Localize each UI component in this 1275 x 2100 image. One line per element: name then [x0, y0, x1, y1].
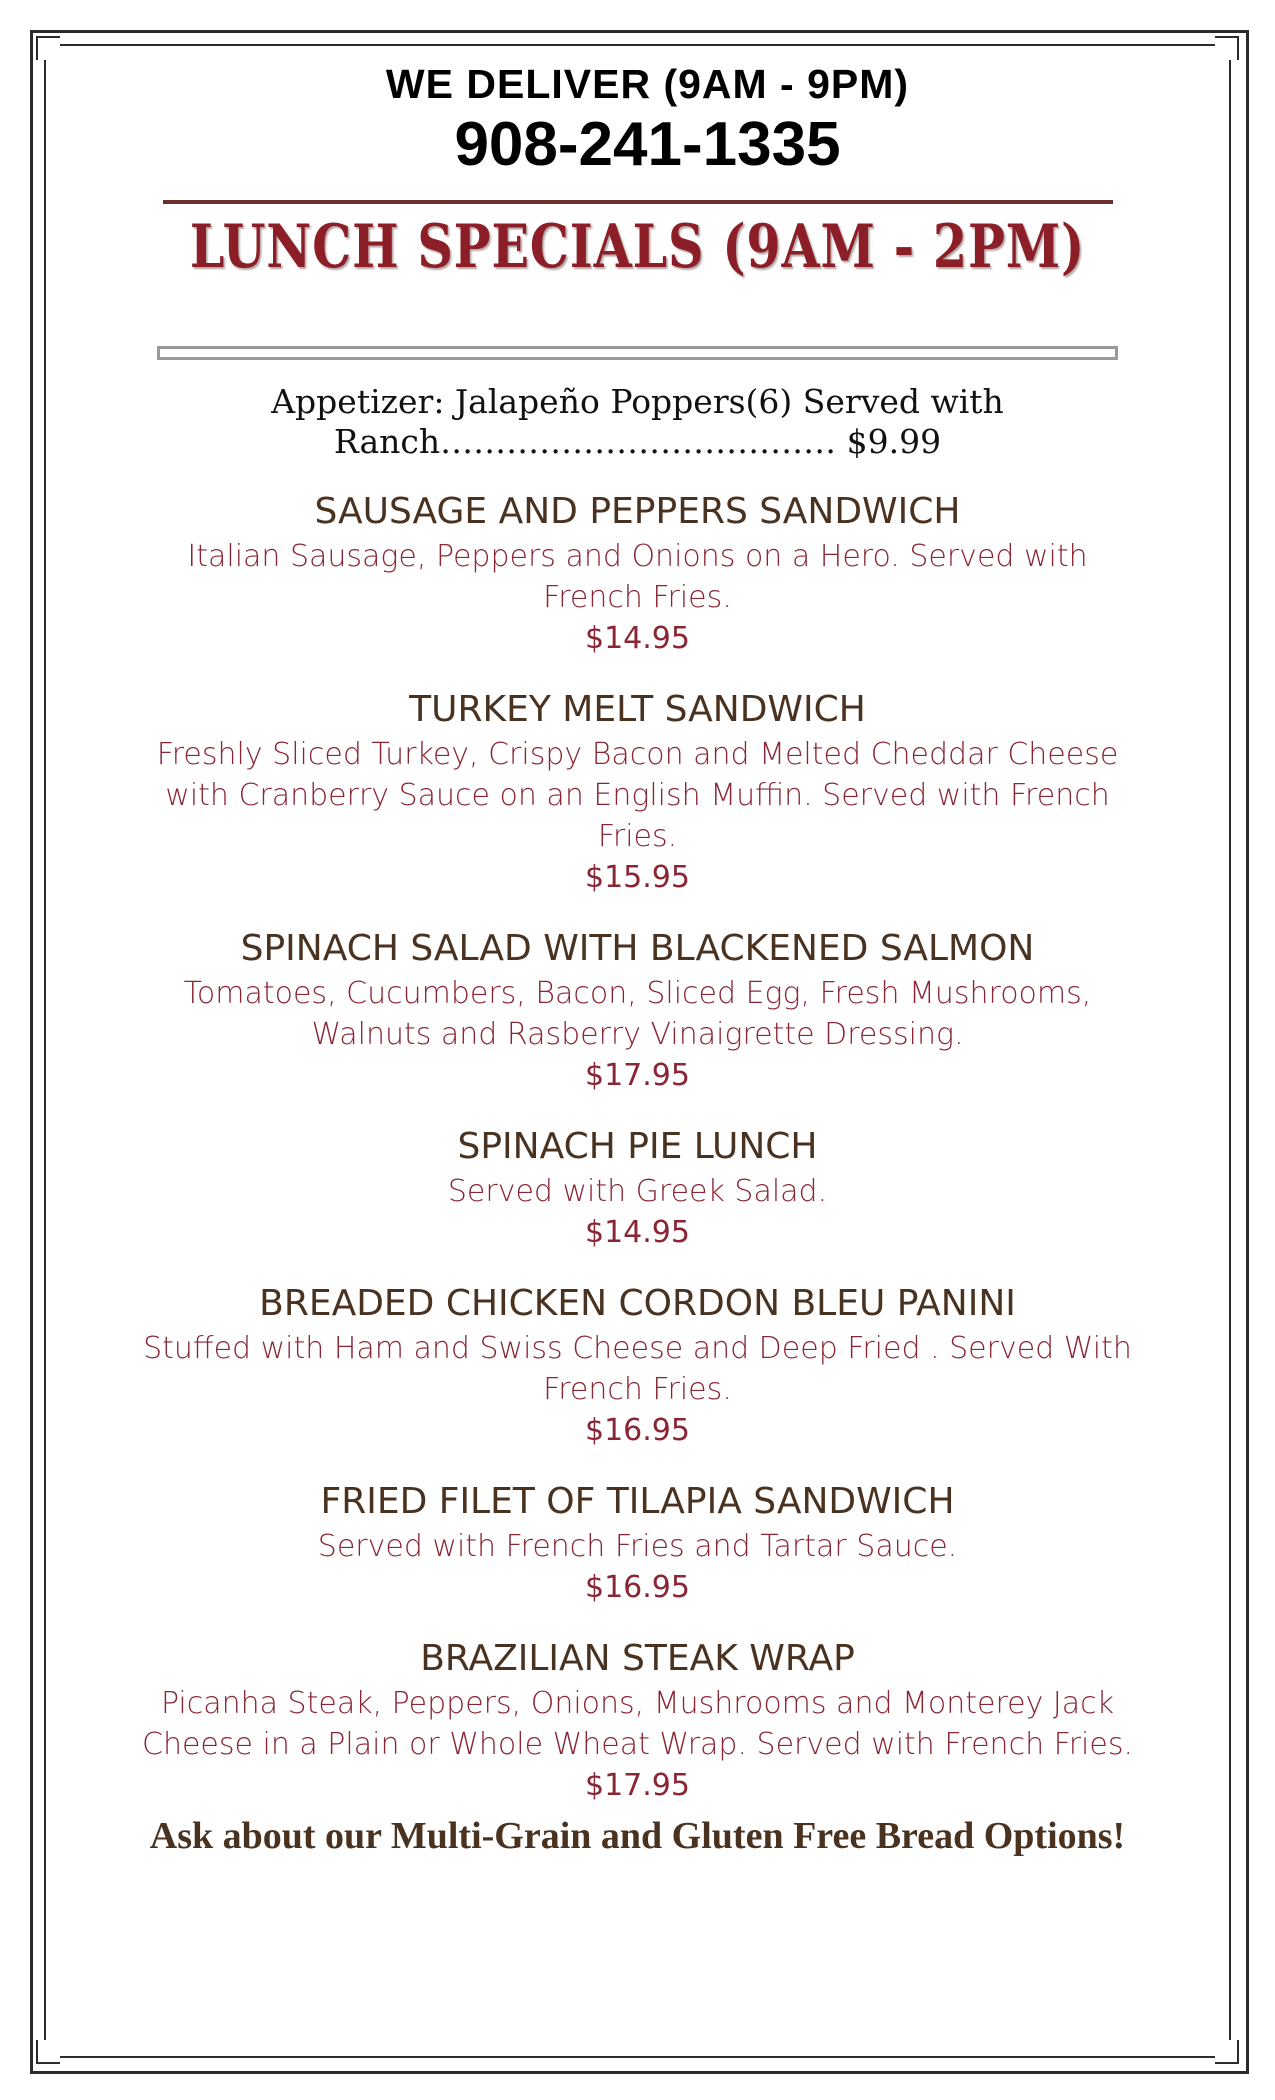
- menu-content: [60, 60, 1215, 1859]
- item-price: $17.95: [585, 1768, 690, 1803]
- item-price: $16.95: [585, 1570, 690, 1605]
- menu-item: [60, 925, 1215, 1097]
- item-price: $14.95: [585, 621, 690, 656]
- corner-ornament-bottom-left: [36, 2040, 60, 2064]
- bread-options-note: Ask about our Multi-Grain and Gluten Free Bread Options!: [149, 1815, 1126, 1857]
- double-divider: [157, 346, 1118, 360]
- menu-item: [60, 1280, 1215, 1452]
- item-description: Served with French Fries and Tartar Sauce.: [317, 1529, 958, 1564]
- item-description: Freshly Sliced Turkey, Crispy Bacon and Melted Cheddar Cheese with Cranberry Sauce on an English Muffin. Served with French Fries.: [156, 737, 1119, 854]
- corner-ornament-bottom-right: [1215, 2040, 1239, 2064]
- appetizer-line-1: Appetizer: Jalapeño Poppers(6) Served with: [271, 382, 1004, 421]
- item-description: Stuffed with Ham and Swiss Cheese and Deep Fried . Served With French Fries.: [143, 1331, 1132, 1407]
- menu-item: [60, 1478, 1215, 1609]
- appetizer-line-2: Ranch……………………………… $9.99: [333, 422, 942, 461]
- item-name: FRIED FILET OF TILAPIA SANDWICH: [320, 1481, 955, 1522]
- menu-item: [60, 686, 1215, 899]
- corner-ornament-top-right: [1215, 36, 1239, 60]
- menu-item: [60, 1635, 1215, 1807]
- item-price: $16.95: [585, 1413, 690, 1448]
- page-title: LUNCH SPECIALS (9AM - 2PM): [189, 212, 1086, 282]
- item-price: $15.95: [585, 860, 690, 895]
- delivery-hours: WE DELIVER (9AM - 9PM): [385, 61, 910, 107]
- item-description: Picanha Steak, Peppers, Onions, Mushrooms and Monterey Jack Cheese in a Plain or Whole Wheat Wrap. Served with French Fries.: [142, 1686, 1133, 1762]
- title-divider: [163, 200, 1113, 204]
- item-name: SAUSAGE AND PEPPERS SANDWICH: [314, 491, 961, 532]
- item-description: Tomatoes, Cucumbers, Bacon, Sliced Egg, Fresh Mushrooms, Walnuts and Rasberry Vinaigrette Dressing.: [183, 976, 1092, 1052]
- menu-items: [60, 488, 1215, 1807]
- appetizer: [60, 382, 1215, 462]
- menu-item: [60, 488, 1215, 660]
- phone-number: 908-241-1335: [454, 110, 841, 179]
- item-name: TURKEY MELT SANDWICH: [409, 689, 866, 730]
- item-description: Italian Sausage, Peppers and Onions on a Hero. Served with French Fries.: [187, 539, 1088, 615]
- item-price: $17.95: [585, 1058, 690, 1093]
- item-name: BRAZILIAN STEAK WRAP: [420, 1638, 855, 1679]
- corner-ornament-top-left: [36, 36, 60, 60]
- item-name: SPINACH PIE LUNCH: [457, 1126, 818, 1167]
- item-name: BREADED CHICKEN CORDON BLEU PANINI: [259, 1283, 1016, 1324]
- item-description: Served with Greek Salad.: [447, 1174, 828, 1209]
- item-price: $14.95: [585, 1215, 690, 1250]
- item-name: SPINACH SALAD WITH BLACKENED SALMON: [240, 928, 1035, 969]
- menu-item: [60, 1123, 1215, 1254]
